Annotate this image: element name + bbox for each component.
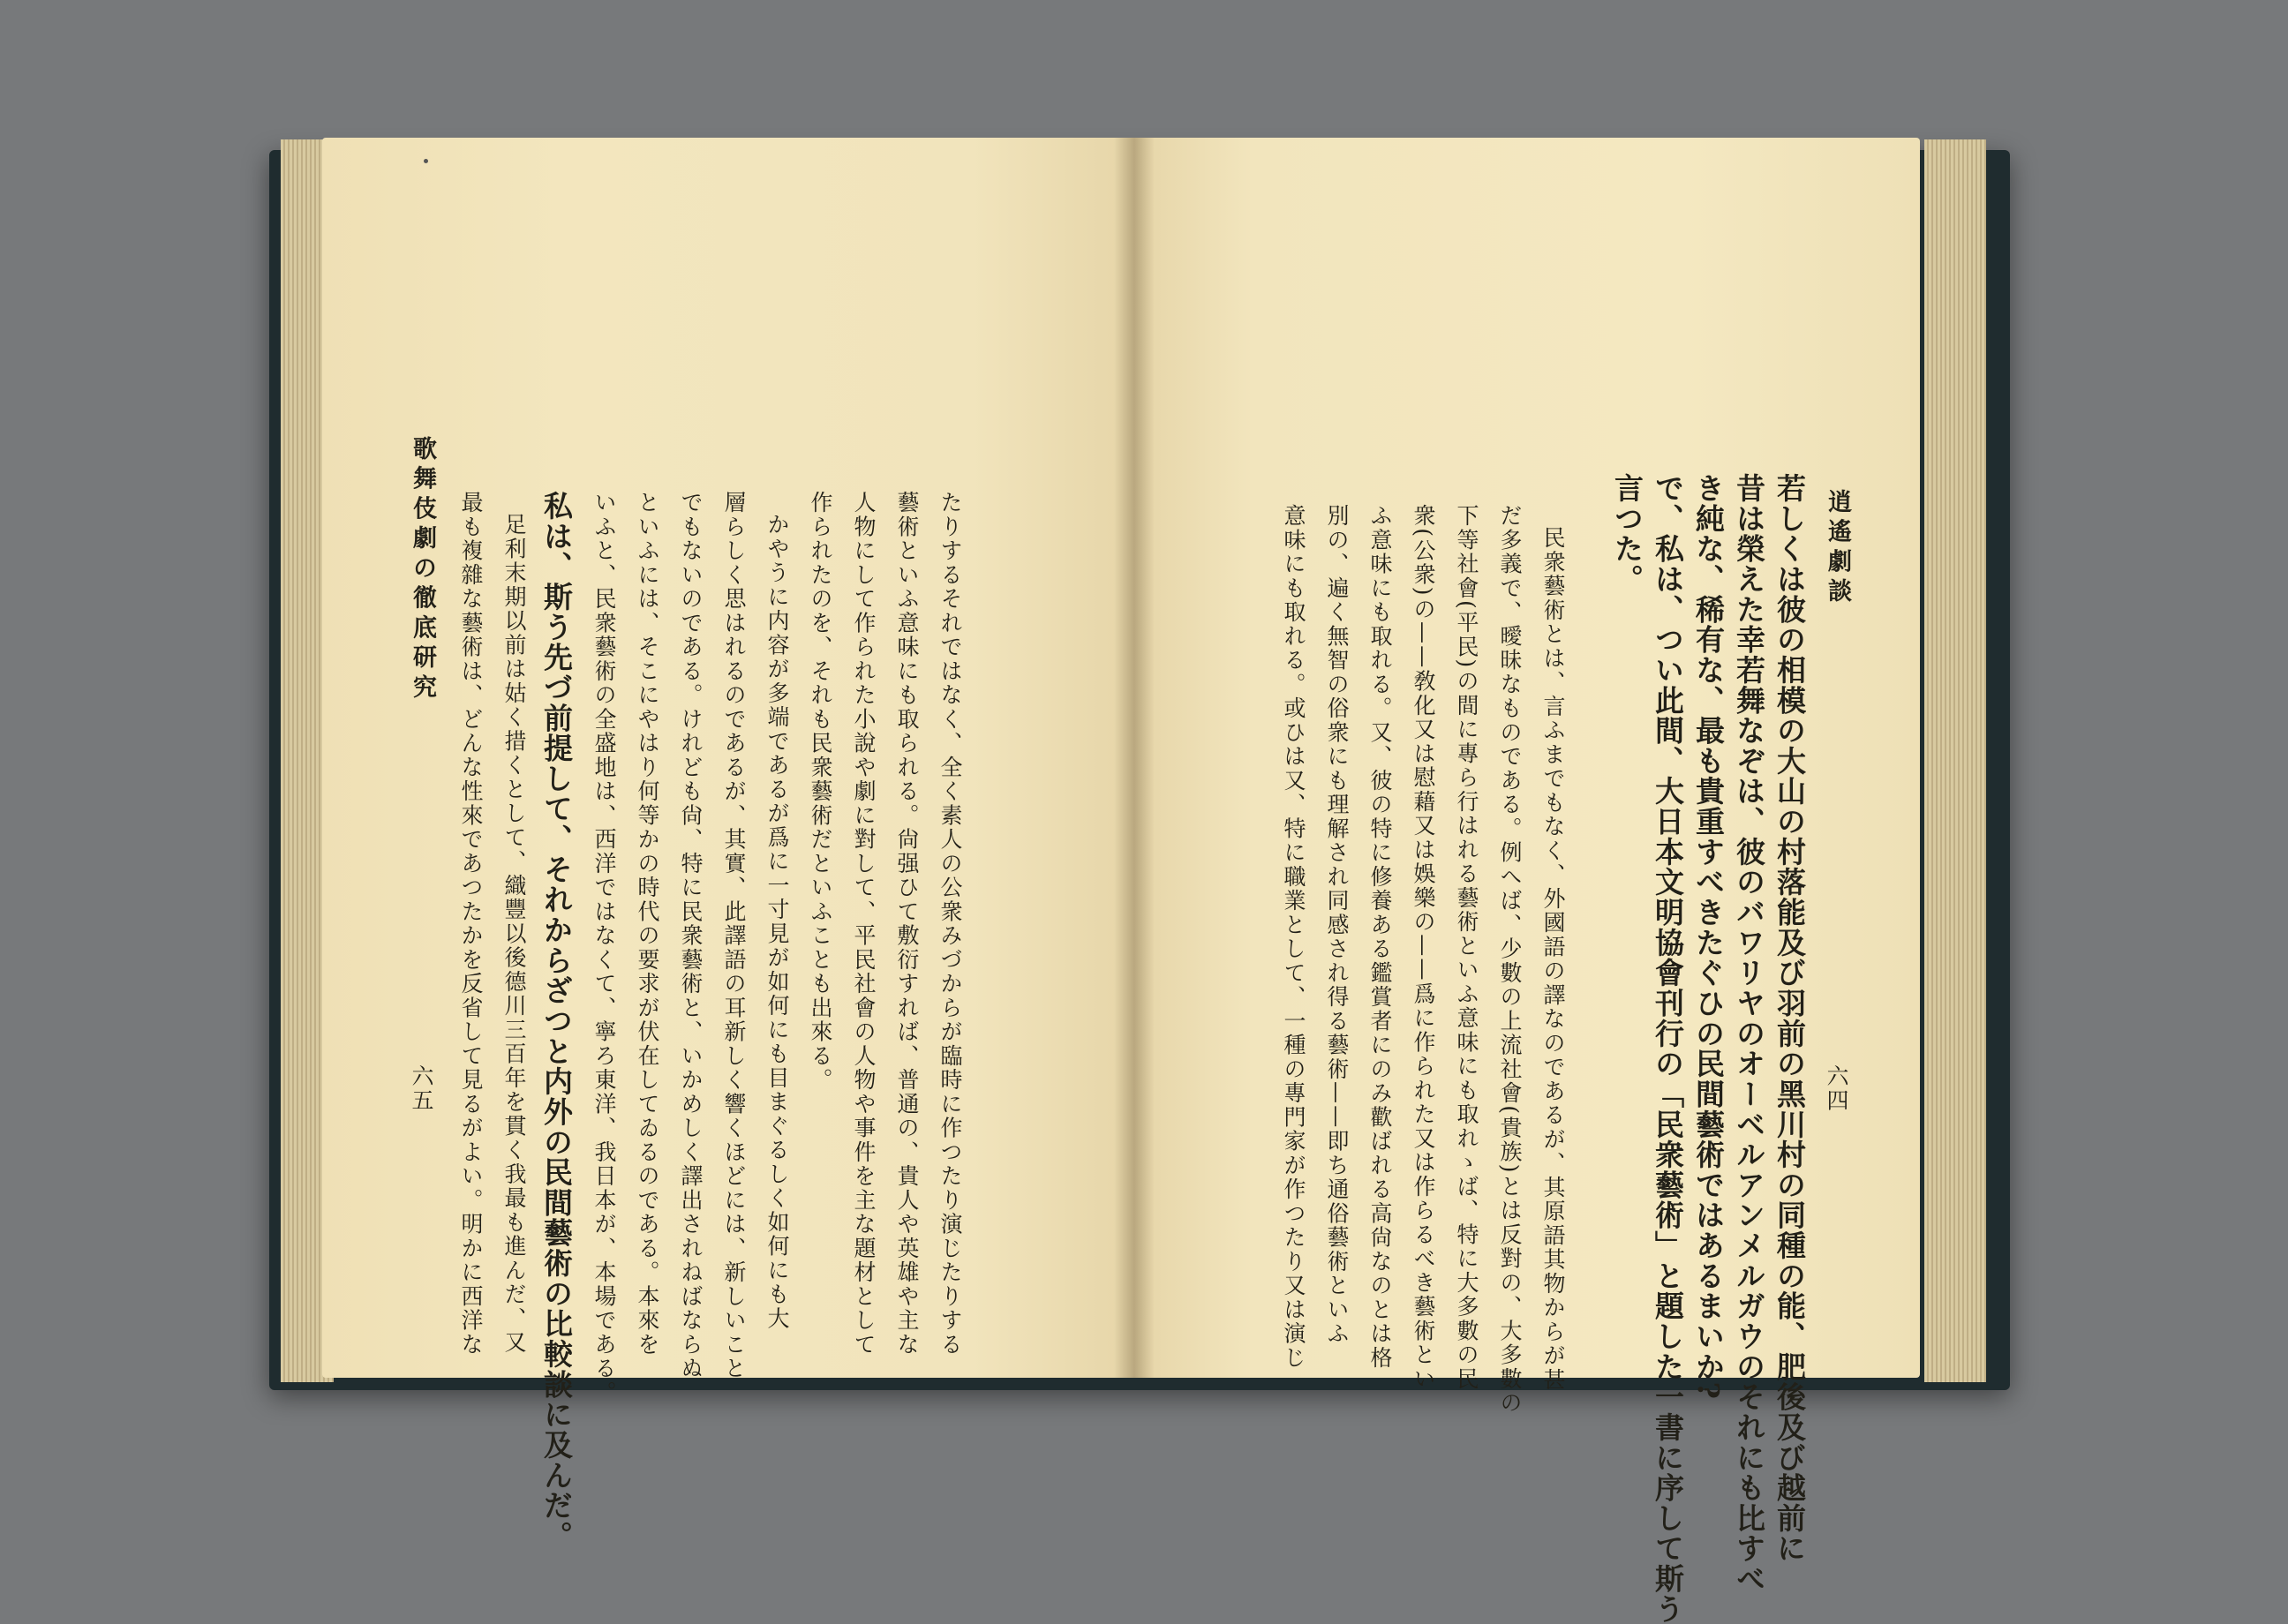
text-column: 別の、遍く無智の俗衆にも理解され同感され得る藝術——即ち通俗藝術といふ	[1324, 504, 1350, 1346]
text-column: だ多義で、曖昧なものである。例へば、少數の上流社會(貴族)とは反對の、大多數の	[1497, 504, 1523, 1416]
text-column: 人物にして作られた小說や劇に對して、平民社會の人物や事件を主な題材として	[851, 491, 877, 1357]
text-column: といふには、そこにやはり何等かの時代の要求が伏在してゐるのである。本來を	[635, 491, 660, 1357]
text-column: 足利末期以前は姑く措くとして、織豐以後德川三百年を貫く我最も進んだ、又	[501, 513, 527, 1355]
text-column: 若しくは彼の相模の大山の村落能及び羽前の黑川村の同種の能、肥後及び越前に	[1772, 473, 1807, 1564]
text-column: かやうに内容が多端であるが爲に一寸見が如何にも目まぐるしく如何にも大	[764, 513, 790, 1331]
text-column: 最も複雜な藝術は、どんな性來であつたかを反省して見るがよい。明かに西洋な	[458, 491, 484, 1357]
left-page	[322, 138, 1134, 1552]
text-column: たりするそれではなく、全く素人の公衆みづからが臨時に作つたり演じたりする	[937, 491, 963, 1357]
text-column: 昔は榮えた幸若舞なぞは、彼のバワリヤのオーベルアンメルガウのそれにも比すべ	[1732, 473, 1766, 1594]
text-column: ふ意味にも取れる。又、彼の特に修養ある鑑賞者にのみ歡ばれる高尙なのとは格	[1367, 504, 1393, 1370]
text-column: 作られたのを、それも民衆藝術だといふことも出來る。	[808, 491, 833, 1093]
text-column: 下等社會(平民)の間に專ら行はれる藝術といふ意味にも取れゝば、特に大多數の民	[1454, 504, 1479, 1392]
text-column: き純な、稀有な、最も貴重すべきたぐひの民間藝術ではあるまいか?	[1691, 473, 1726, 1401]
text-column: いふと、民衆藝術の全盛地は、西洋ではなくて、寧ろ東洋、我日本が、本場である。	[591, 491, 617, 1405]
text-column: 藝術といふ意味にも取られる。尙强ひて敷衍すれば、普通の、貴人や英雄や主な	[894, 491, 920, 1357]
right-page	[1134, 138, 1920, 1624]
ink-spot	[424, 159, 428, 163]
text-column: で、私は、つい此間、大日本文明協會刊行の「民衆藝術」と題した一書に序して斯う	[1651, 473, 1685, 1624]
running-head: 逍遙劇談	[1824, 489, 1851, 608]
text-column: でもないのである。けれども尙、特に民衆藝術と、いかめしく譯出されねばならぬ	[678, 491, 704, 1381]
text-column: 衆(公衆)の——敎化又は慰藉又は娛樂の——爲に作られた又は作らるべき藝術とい	[1411, 504, 1436, 1392]
footer-title: 歌舞伎劇の徹底研究	[409, 436, 436, 704]
right-page-edges	[1924, 139, 1986, 1382]
text-column: 意味にも取れる。或ひは又、特に職業として、一種の專門家が作つたり又は演じ	[1281, 504, 1306, 1370]
text-column: 言つた。	[1610, 473, 1644, 595]
text-column: 層らしく思はれるのであるが、其實、此譯語の耳新しく響くほどには、新しいこと	[721, 491, 747, 1381]
text-column: 私は、斯う先づ前提して、それからざつと内外の民間藝術の比較談に及んだ。	[539, 491, 574, 1552]
page-number: 六五	[409, 1064, 434, 1113]
text-column: 民衆藝術とは、言ふまでもなく、外國語の譯なのであるが、其原語其物からが甚	[1540, 526, 1566, 1392]
page-number: 六四	[1824, 1064, 1849, 1113]
book-gutter	[1114, 138, 1155, 1378]
